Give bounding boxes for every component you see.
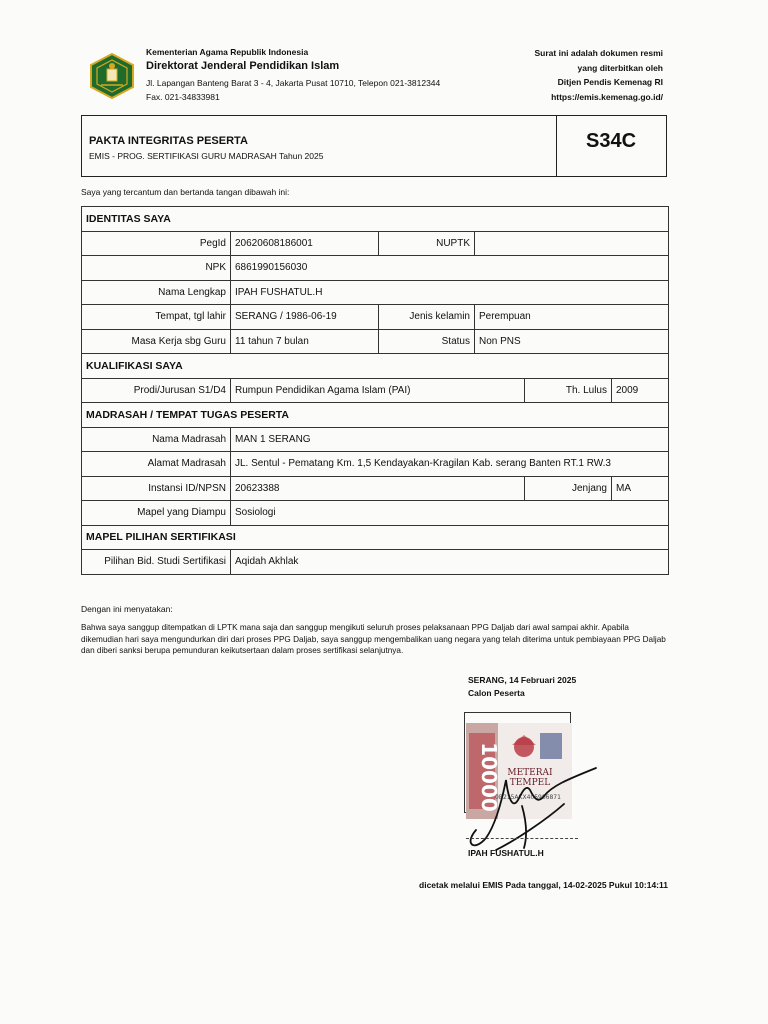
official-note-line: Surat ini adalah dokumen resmi xyxy=(534,48,663,58)
kemenag-logo xyxy=(89,53,135,99)
name-label: Nama Lengkap xyxy=(82,280,231,305)
mapel-value: Sosiologi xyxy=(231,501,669,526)
pegid-value: 20620608186001 xyxy=(231,231,379,256)
cert-subject-label: Pilihan Bid. Studi Sertifikasi xyxy=(82,550,231,575)
npsn-value: 20623388 xyxy=(231,476,525,501)
section-row xyxy=(82,207,669,232)
tenure-value: 11 tahun 7 bulan xyxy=(231,329,379,354)
table-row xyxy=(82,378,669,403)
level-label: Jenjang xyxy=(525,476,612,501)
section-row xyxy=(82,354,669,379)
status-value: Non PNS xyxy=(475,329,669,354)
title-box xyxy=(81,115,667,177)
mapel-label: Mapel yang Diampu xyxy=(82,501,231,526)
official-note-line: yang diterbitkan oleh xyxy=(577,62,663,73)
npsn-label: Instansi ID/NPSN xyxy=(82,476,231,501)
org-name: Kementerian Agama Republik Indonesia xyxy=(146,47,309,57)
nuptk-value xyxy=(475,231,669,256)
table-row xyxy=(82,329,669,354)
document-subtitle: EMIS - PROG. SERTIFIKASI GURU MADRASAH Tahun 2025 xyxy=(89,151,324,161)
directorate-name: Direktorat Jenderal Pendidikan Islam xyxy=(146,60,340,72)
npk-label: NPK xyxy=(82,256,231,281)
stamp-serial: 0B215AKX405906871 xyxy=(495,794,561,801)
section-row xyxy=(82,403,669,428)
official-note xyxy=(535,46,663,104)
prodi-label: Prodi/Jurusan S1/D4 xyxy=(82,378,231,403)
birth-value: SERANG / 1986-06-19 xyxy=(231,305,379,330)
stamp-value: 10000 xyxy=(477,742,501,812)
place-date: SERANG, 14 Februari 2025 xyxy=(468,675,577,685)
table-row xyxy=(82,476,669,501)
declaration-text: Bahwa saya sanggup ditempatkan di LPTK mana saja dan sanggup mengikuti seluruh proses pelaksanaan PPG Daljab dari awal sampai akhir. Apabila dikemudian hari saya mengundurkan diri dari proses PPG Daljab, saya sanggup mengembalikan uang negara yang telah diterima untuk pembiayaan PPG Daljab dan diberi sanksi berupa pemunduran keikutsertaan dalam proses sertifikasi selanjutnya. xyxy=(81,623,666,655)
org-fax: Fax. 021-34833981 xyxy=(146,92,220,102)
table-row xyxy=(82,305,669,330)
official-note-line: Ditjen Pendis Kemenag RI xyxy=(557,77,663,87)
intro-text: Saya yang tercantum dan bertanda tangan dibawah ini: xyxy=(81,187,290,197)
signature-line xyxy=(466,838,578,839)
section-certification: MAPEL PILIHAN SERTIFIKASI xyxy=(82,525,669,550)
birth-label: Tempat, tgl lahir xyxy=(82,305,231,330)
document-title: PAKTA INTEGRITAS PESERTA xyxy=(89,135,248,147)
section-row xyxy=(82,525,669,550)
madrasah-address-value: JL. Sentul - Pematang Km. 1,5 Kendayakan-Kragilan Kab. serang Banten RT.1 RW.3 xyxy=(231,452,669,477)
cert-subject-value: Aqidah Akhlak xyxy=(231,550,669,575)
pegid-label: PegId xyxy=(82,231,231,256)
grad-year-value: 2009 xyxy=(612,378,669,403)
gender-value: Perempuan xyxy=(475,305,669,330)
name-value: IPAH FUSHATUL.H xyxy=(231,280,669,305)
npk-value: 6861990156030 xyxy=(231,256,669,281)
signer-role: Calon Peserta xyxy=(468,688,525,698)
stamp-text-meterai: METERAI xyxy=(507,768,553,778)
tenure-label: Masa Kerja sbg Guru xyxy=(82,329,231,354)
section-qualification: KUALIFIKASI SAYA xyxy=(82,354,669,379)
signer-name: IPAH FUSHATUL.H xyxy=(468,848,544,858)
participant-table xyxy=(81,206,669,575)
madrasah-label: Nama Madrasah xyxy=(82,427,231,452)
printed-timestamp: dicetak melalui EMIS Pada tanggal, 14-02-2025 Pukul 10:14:11 xyxy=(419,880,668,890)
prodi-value: Rumpun Pendidikan Agama Islam (PAI) xyxy=(231,378,525,403)
table-row xyxy=(82,427,669,452)
table-row xyxy=(82,231,669,256)
madrasah-address-label: Alamat Madrasah xyxy=(82,452,231,477)
table-row xyxy=(82,452,669,477)
madrasah-value: MAN 1 SERANG xyxy=(231,427,669,452)
table-row xyxy=(82,280,669,305)
official-note-url: https://emis.kemenag.go.id/ xyxy=(551,91,663,102)
declaration-heading: Dengan ini menyatakan: xyxy=(81,604,173,614)
document-code: S34C xyxy=(585,130,637,152)
table-row xyxy=(82,550,669,575)
section-identity: IDENTITAS SAYA xyxy=(82,207,669,232)
nuptk-label: NUPTK xyxy=(379,231,475,256)
section-madrasah: MADRASAH / TEMPAT TUGAS PESERTA xyxy=(82,403,669,428)
gender-label: Jenis kelamin xyxy=(379,305,475,330)
table-row xyxy=(82,501,669,526)
org-address: Jl. Lapangan Banteng Barat 3 - 4, Jakarta Pusat 10710, Telepon 021-3812344 xyxy=(146,78,441,88)
status-label: Status xyxy=(379,329,475,354)
grad-year-label: Th. Lulus xyxy=(525,378,612,403)
stamp-text-tempel: TEMPEL xyxy=(509,778,551,788)
table-row xyxy=(82,256,669,281)
level-value: MA xyxy=(612,476,669,501)
